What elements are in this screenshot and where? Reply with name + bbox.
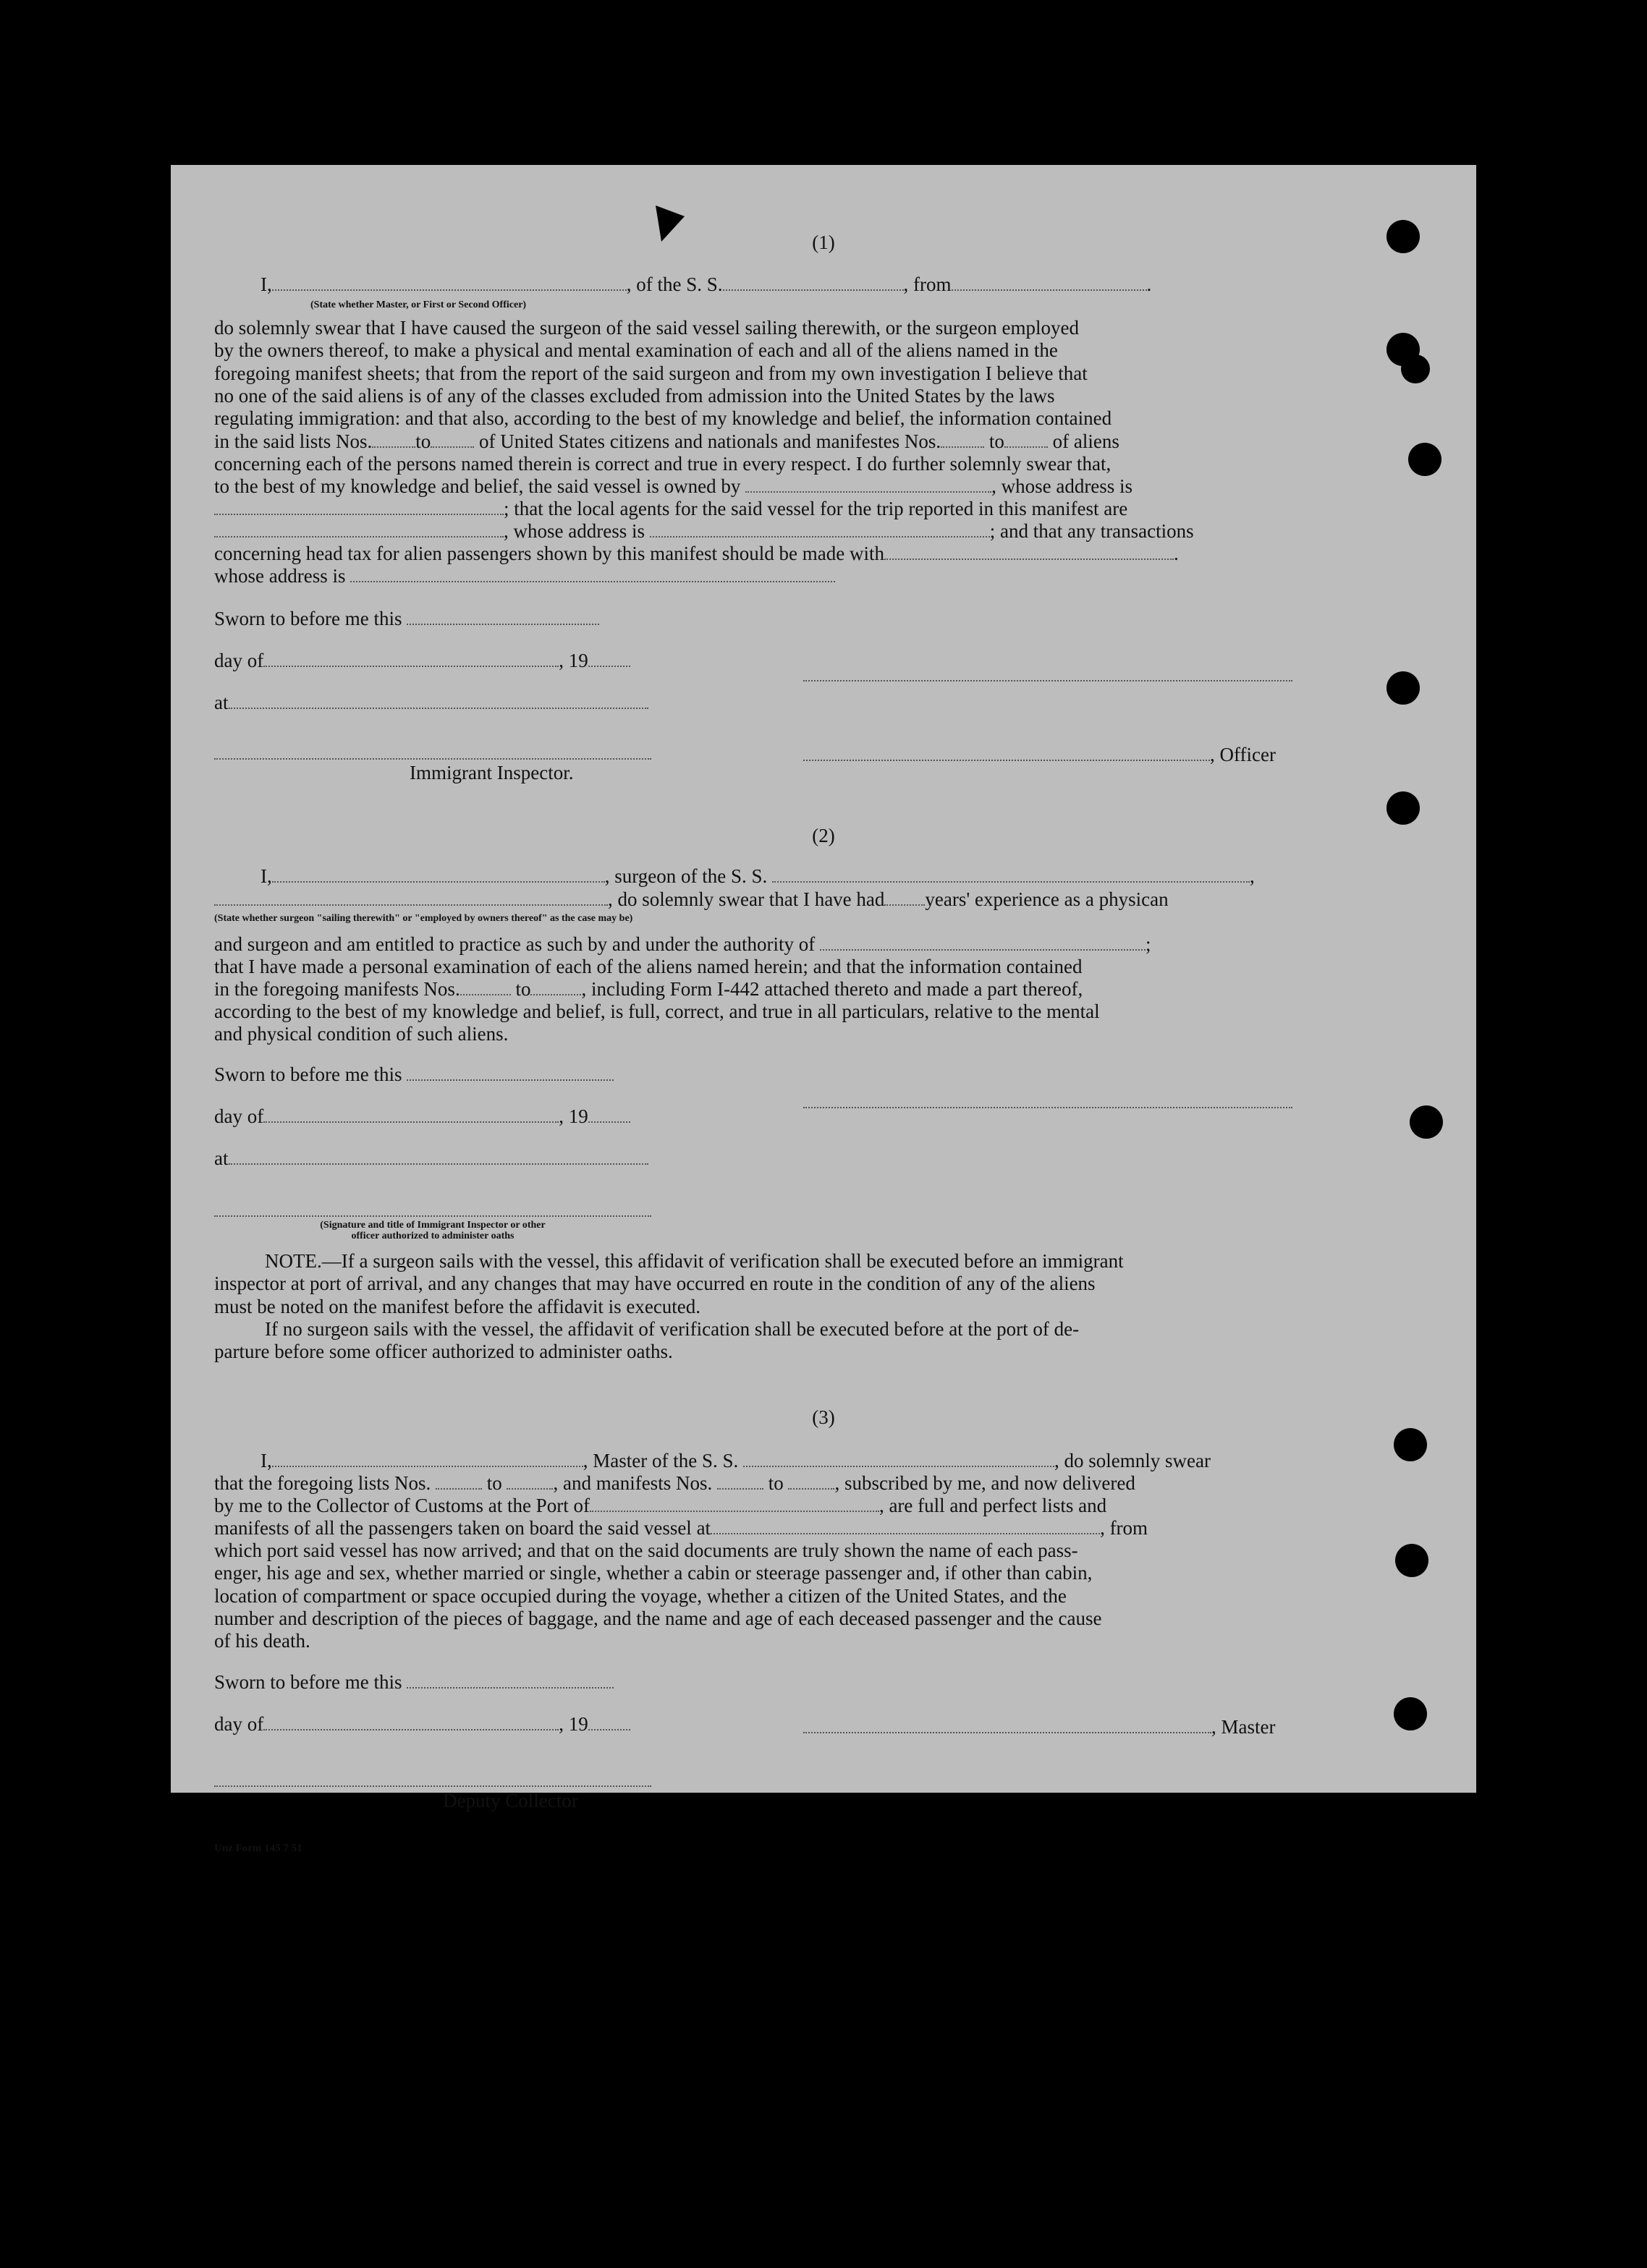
surgeon-status-field[interactable] (214, 890, 608, 906)
s2-first-line: I, , surgeon of the S. S. , (261, 865, 1255, 887)
section-3-heading: (3) (812, 1406, 835, 1428)
master-signature-field[interactable] (803, 1717, 1211, 1733)
s2-at-place-field[interactable] (229, 1149, 648, 1165)
s2-second-line: , do solemnly swear that I have had years' experience as a physican (214, 888, 1169, 911)
s3-boarded-line: manifests of all the passengers taken on board the said vessel at , from (214, 1517, 1148, 1539)
s2-inspector-signature-line[interactable] (214, 1215, 651, 1217)
s1-inspector-label: Immigrant Inspector. (410, 762, 574, 783)
form-number: Unz Form 145 7 51 (214, 1843, 302, 1854)
s1-year-field[interactable] (588, 651, 630, 667)
s2-day-line: day of , 19 (214, 1105, 630, 1128)
owner-address-field[interactable] (214, 499, 504, 515)
s2-sworn-line: Sworn to before me this (214, 1063, 614, 1086)
s1-officer-title-line: , Officer (803, 744, 1276, 766)
s3-year-field[interactable] (588, 1715, 630, 1730)
s2-exam-line: that I have made a personal examination of each of the aliens named herein; and that the information contained (214, 956, 1083, 977)
s1-lists-line: in the said lists Nos. to of United States citizens and nationals and manifestes Nos. to of aliens (214, 430, 1119, 452)
s3-lists-line: that the foregoing lists Nos. to , and manifests Nos. to , subscribed by me, and now delivered (214, 1472, 1135, 1494)
authority-field[interactable] (820, 935, 1146, 951)
boarding-port-field[interactable] (711, 1519, 1100, 1534)
s2-body: according to the best of my knowledge and belief, is full, correct, and true in all particulars, relative to the mental and physical condition of such aliens. (214, 1001, 1100, 1045)
binder-hole (1401, 354, 1430, 383)
s1-body2: concerning each of the persons named therein is correct and true in every respect. I do further solemnly swear that, (214, 453, 1112, 475)
master-name-field[interactable] (272, 1451, 583, 1467)
s1-at-place-field[interactable] (229, 693, 648, 709)
s1-officer-title-field[interactable] (803, 745, 1210, 761)
s3-port-line: by me to the Collector of Customs at the Port of , are full and perfect lists and (214, 1495, 1107, 1516)
s3-body: which port said vessel has now arrived; and that on the said documents are truly shown the name of each pass- enger, his age and sex, whether married or single, whether a cabin or steerage passenger and, if other than cabin, location of compartment or space occupied during the voyage, whether a citizen of the United States, and the number and description of the pieces of baggage, and the name and age of each deceased passenger and the cause of his death. (214, 1539, 1102, 1652)
alien-manifest-to-field[interactable] (1004, 432, 1048, 448)
s2-note-paragraph: NOTE.—If a surgeon sails with the vessel, this affidavit of verification shall be executed before an immigrant inspector at port of arrival, and any changes that may have occurred en route in the condition of any of the aliens must be noted on the manifest before the affidavit is executed. If no surgeon sails with the vessel, the affidavit of verification shall be executed before at the port of de- parture before some officer authorized to administer oaths. (214, 1250, 1124, 1363)
s1-at-line: at (214, 692, 648, 714)
s2-at-line: at (214, 1147, 648, 1170)
s3-day-month-field[interactable] (263, 1715, 559, 1730)
s1-sworn-line: Sworn to before me this (214, 608, 599, 630)
film-edge-mark (32, 1592, 38, 1613)
s2-year-field[interactable] (588, 1107, 630, 1123)
citizen-list-to-field[interactable] (431, 432, 474, 448)
head-tax-contact-field[interactable] (884, 544, 1174, 560)
s1-owned-line: to the best of my knowledge and belief, the said vessel is owned by , whose address is (214, 475, 1133, 497)
film-edge-mark (45, 1635, 51, 1664)
s2-signature-note: (Signature and title of Immigrant Inspector or other officer authorized to administer oaths (320, 1220, 546, 1241)
from-port-field[interactable] (952, 275, 1147, 291)
years-experience-field[interactable] (884, 890, 925, 906)
section-2-heading: (2) (812, 825, 835, 846)
binder-hole (1394, 1832, 1423, 1861)
s2-auth-line: and surgeon and am entitled to practice as such by and under the authority of ; (214, 933, 1151, 955)
s3-first-line: I, , Master of the S. S. , do solemnly swear (261, 1450, 1211, 1471)
citizen-list-from-field[interactable] (372, 432, 415, 448)
surgeon-name-field[interactable] (272, 867, 605, 883)
s2-manifest-from-field[interactable] (460, 980, 511, 995)
s1-first-line: I, , of the S. S. , from . (261, 273, 1152, 295)
s1-day-line: day of , 19 (214, 650, 630, 672)
s1-day-month-field[interactable] (263, 651, 559, 667)
s2-vessel-field[interactable] (772, 867, 1250, 883)
s1-body: do solemnly swear that I have caused the surgeon of the said vessel sailing therewith, or the surgeon employed by the owners thereof, to make a physical and mental examination of each and all of the aliens named in the foregoing manifest sheets; that from the report of the said surgeon and from my own investigation I believe that no one of the said aliens is of any of the classes excluded from admission into the United States by the laws regulating immigration: and that also, according to the best of my knowledge and belief, the information contained (214, 317, 1112, 430)
section-1-heading: (1) (812, 232, 835, 253)
vessel-name-field[interactable] (723, 275, 904, 291)
head-tax-address-field[interactable] (350, 566, 835, 582)
s1-whose-address-line: whose address is (214, 565, 835, 587)
s1-sworn-date-field[interactable] (407, 609, 599, 625)
s2-surgeon-note: (State whether surgeon "sailing therewith" or "employed by owners thereof" as the case may be) (214, 913, 633, 924)
s3-day-line: day of , 19 (214, 1713, 630, 1736)
s3-vessel-field[interactable] (743, 1451, 1054, 1467)
binder-hole (1408, 443, 1441, 476)
local-agents-field[interactable] (214, 522, 504, 538)
agents-address-field[interactable] (650, 522, 990, 538)
s3-deputy-signature-line[interactable] (214, 1785, 651, 1787)
port-field[interactable] (590, 1496, 879, 1512)
s1-headtax-line: concerning head tax for alien passengers shown by this manifest should be made with . (214, 543, 1179, 564)
s1-officer-note: (State whether Master, or First or Second Officer) (310, 300, 527, 310)
officer-name-field[interactable] (272, 275, 627, 291)
s3-master-line: , Master (803, 1716, 1275, 1738)
s2-sworn-date-field[interactable] (407, 1065, 614, 1081)
s3-deputy-label: Deputy Collector (443, 1790, 578, 1812)
form-page (171, 165, 1476, 1854)
s1-whose-line: , whose address is ; and that any transactions (214, 520, 1194, 543)
s1-officer-signature-line[interactable] (803, 680, 1292, 681)
s2-day-month-field[interactable] (263, 1107, 559, 1123)
binder-hole (1395, 1544, 1428, 1577)
s2-surgeon-signature-line[interactable] (803, 1107, 1292, 1108)
binder-hole (1386, 671, 1420, 705)
binder-hole (1410, 1105, 1443, 1139)
s1-inspector-signature-line[interactable] (214, 758, 651, 760)
s2-manifests-line: in the foregoing manifests Nos. to , including Form I-442 attached thereto and made a part thereof, (214, 978, 1083, 1000)
s1-agents-line: ; that the local agents for the said vessel for the trip reported in this manifest are (214, 498, 1127, 520)
s3-sworn-line: Sworn to before me this (214, 1671, 614, 1694)
binder-hole (1405, 1807, 1434, 1836)
s3-manifest-from-field[interactable] (717, 1474, 763, 1490)
alien-manifest-from-field[interactable] (941, 432, 984, 448)
s3-manifest-to-field[interactable] (788, 1474, 834, 1490)
binder-hole (1394, 1697, 1427, 1730)
s3-list-from-field[interactable] (436, 1474, 482, 1490)
s2-manifest-to-field[interactable] (530, 980, 581, 995)
s3-sworn-date-field[interactable] (407, 1673, 614, 1689)
owner-field[interactable] (745, 477, 991, 493)
s3-list-to-field[interactable] (507, 1474, 553, 1490)
binder-hole (1386, 791, 1420, 825)
binder-hole (1394, 1428, 1427, 1461)
